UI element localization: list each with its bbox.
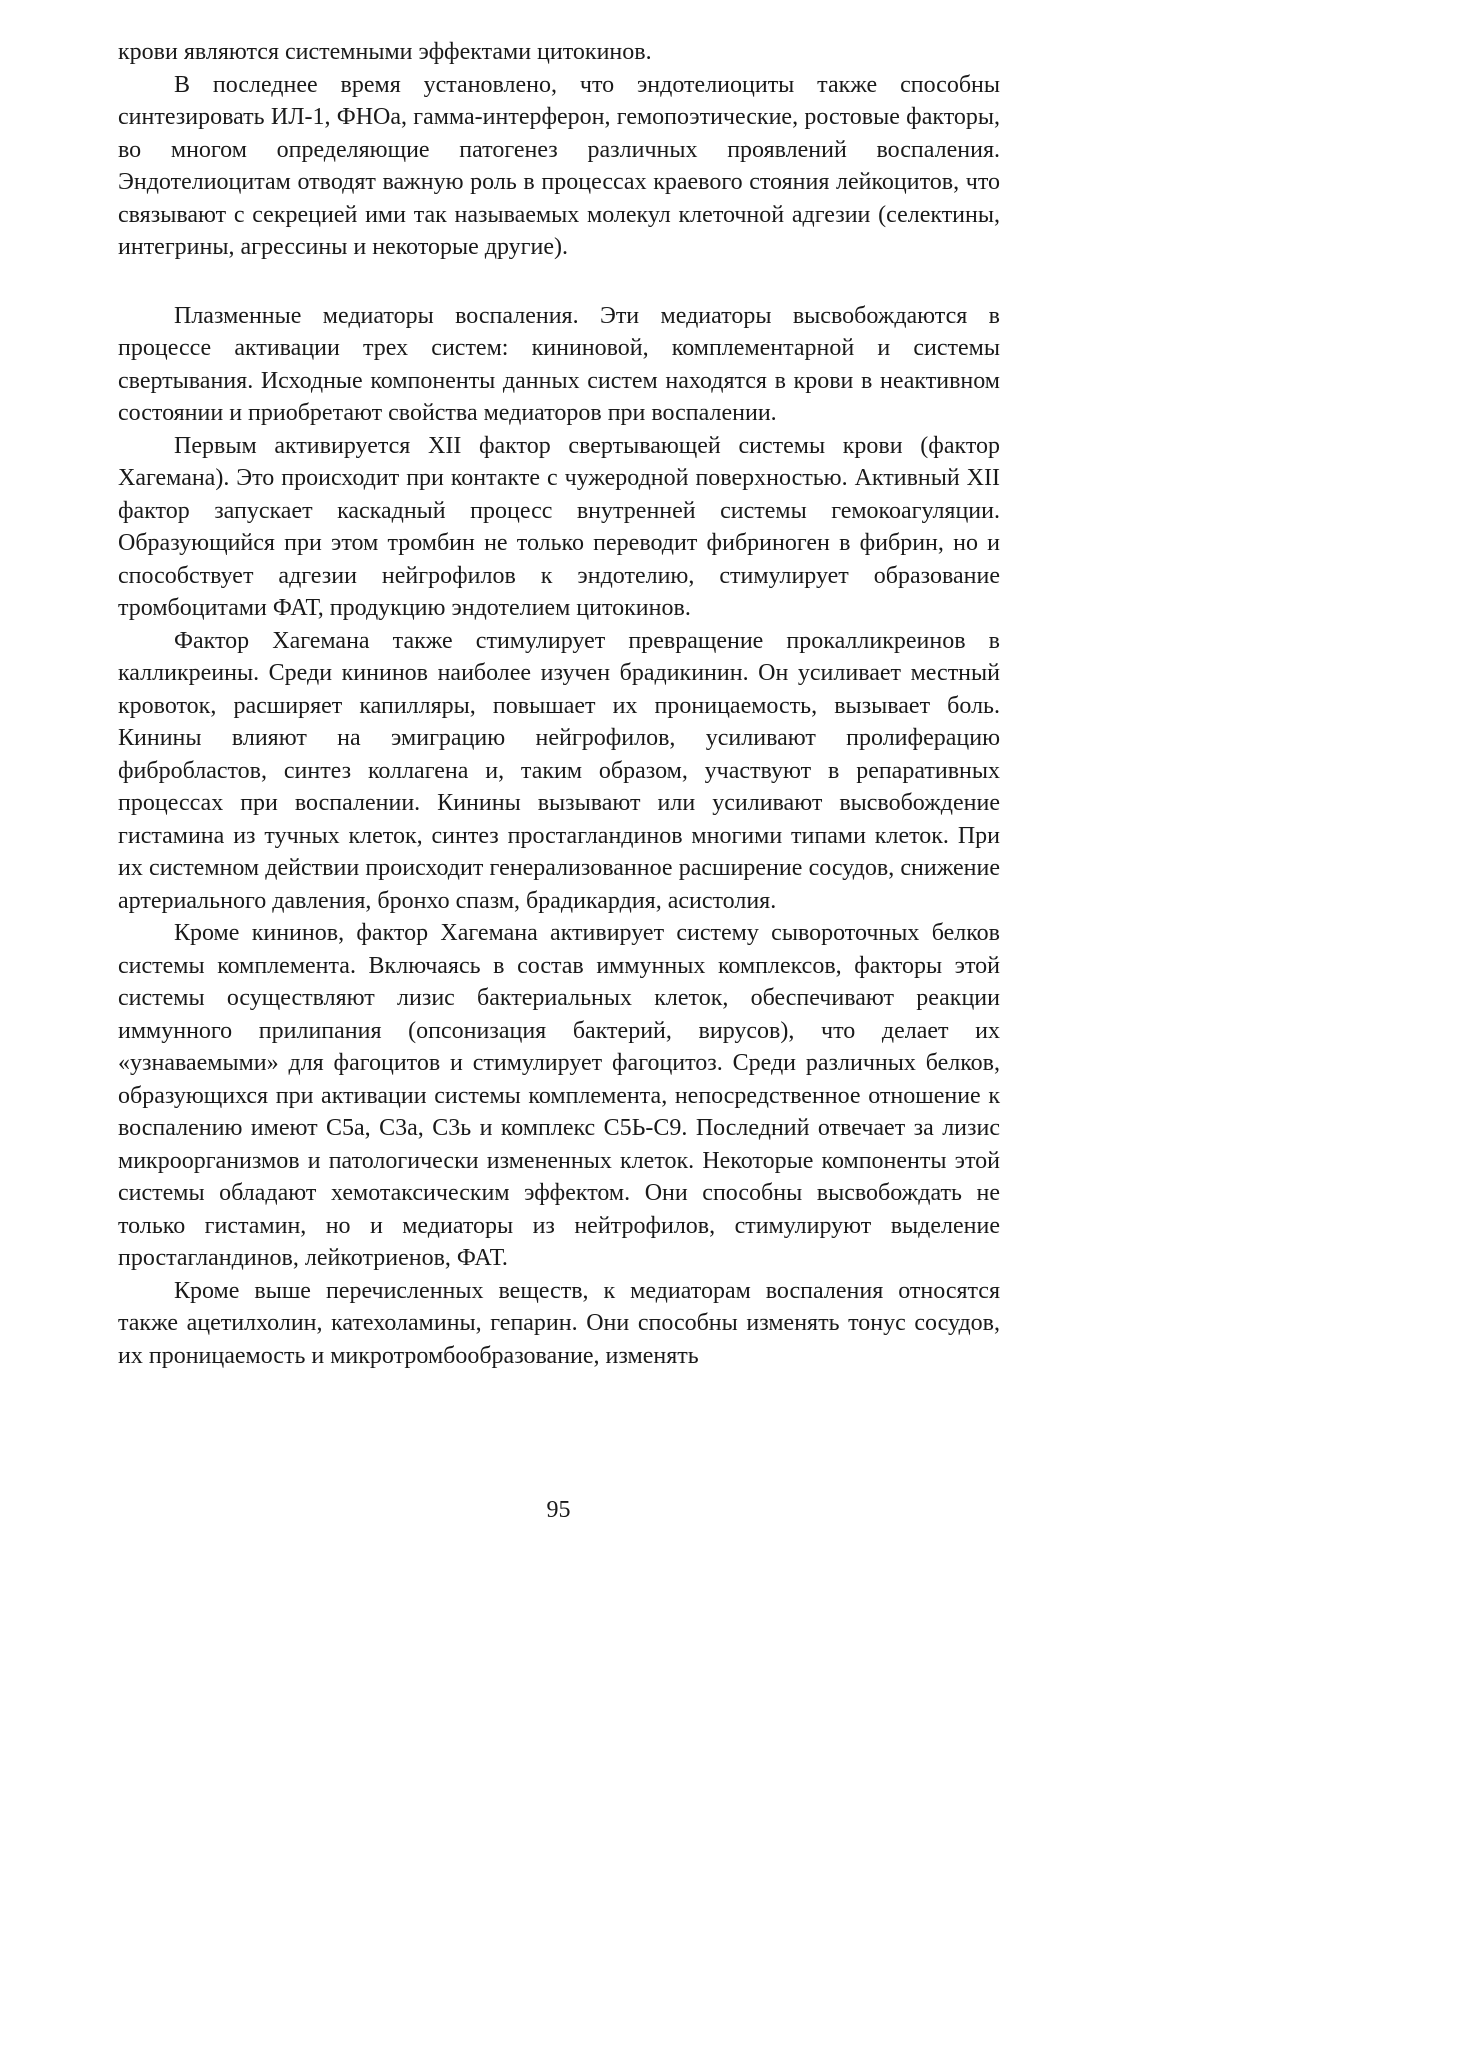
page-body xyxy=(118,36,1000,1372)
paragraph-kinins: Фактор Хагемана также стимулирует превращение прокалликреинов в калликреины. Среди кининов наиболее изучен брадикинин. Он усиливает местный кровоток, расширяет капилляры, повышает их проницаемость, вызывает боль. Кинины влияют на эмиграцию нейгрофилов, усиливают пролиферацию фибробластов, синтез коллагена и, таким образом, участвуют в репаративных процессах при воспалении. Кинины вызывают или усиливают высвобождение гистамина из тучных клеток, синтез простагландинов многими типами клеток. При их системном действии происходит генерализованное расширение сосудов, снижение артериального давления, бронхо спазм, брадикардия, асистолия. xyxy=(118,627,1000,914)
paragraph-other-mediators: Кроме выше перечисленных веществ, к медиаторам воспаления относятся также ацетилхолин, катехоламины, гепарин. Они способны изменять тонус сосудов, их проницаемость и микротромбообразование, изменять xyxy=(118,1277,1000,1369)
paragraph-plasma-mediators: Плазменные медиаторы воспаления. Эти медиаторы высвобождаются в процессе активации трех систем: кининовой, комплементарной и системы свертывания. Исходные компоненты данных систем находятся в крови в неактивном состоянии и приобретают свойства медиаторов при воспалении. xyxy=(118,302,1000,426)
paragraph-hageman-factor: Первым активируется XII фактор свертывающей системы крови (фактор Хагемана). Это происходит при контакте с чужеродной поверхностью. Активный XII фактор запускает каскадный процесс внутренней системы гемокоагуляции. Образующийся при этом тромбин не только переводит фибриноген в фибрин, но и способствует адгезии нейгрофилов к эндотелию, стимулирует образование тромбоцитами ФАТ, продукцию эндотелием цитокинов. xyxy=(118,432,1000,621)
page-number: 95 xyxy=(546,1497,571,1523)
paragraph-endotheliocytes: В последнее время установлено, что эндотелиоциты также способны синтезировать ИЛ-1, ФНОа, гамма-интерферон, гемопоэтические, ростовые факторы, во многом определяющие патогенез различных проявлений воспаления. Эндотелиоцитам отводят важную роль в процессах краевого стояния лейкоцитов, что связывают с секрецией ими так называемых молекул клеточной адгезии (селектины, интегрины, агрессины и некоторые другие). xyxy=(118,71,1000,260)
paragraph-complement: Кроме кининов, фактор Хагемана активирует систему сывороточных белков системы комплемента. Включаясь в состав иммунных комплексов, факторы этой системы осуществляют лизис бактериальных клеток, обеспечивают реакции иммунного прилипания (опсонизация бактерий, вирусов), что делает их «узнаваемыми» для фагоцитов и стимулирует фагоцитоз. Среди различных белков, образующихся при активации системы комплемента, непосредственное отношение к воспалению имеют С5а, С3а, С3ь и комплекс С5Ь-С9. Последний отвечает за лизис микроорганизмов и патологически измененных клеток. Некоторые компоненты этой системы обладают хемотаксическим эффектом. Они способны высвобождать не только гистамин, но и медиаторы из нейтрофилов, стимулируют выделение простагландинов, лейкотриенов, ФАТ. xyxy=(118,920,1000,1271)
paragraph-continuation: крови являются системными эффектами цитокинов. xyxy=(118,39,652,65)
